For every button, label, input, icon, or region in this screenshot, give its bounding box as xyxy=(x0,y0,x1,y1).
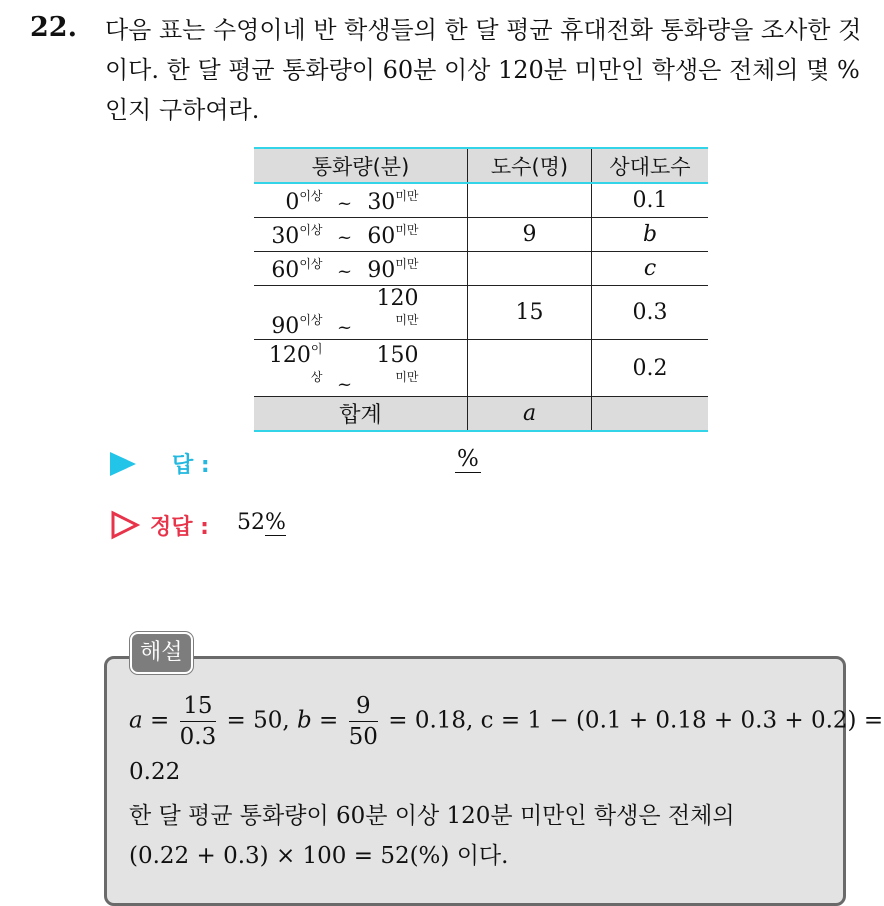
fraction-b-denominator: 50 xyxy=(348,724,378,750)
frequency-cell xyxy=(468,183,592,218)
total-frequency: a xyxy=(468,397,592,432)
frequency-table xyxy=(254,147,708,432)
explanation-tag: 해설 xyxy=(130,632,193,674)
fraction-b-numerator: 9 xyxy=(349,691,378,722)
c-expression: c = 1 − (0.1 + 0.18 + 0.3 + 0.2) = xyxy=(480,707,884,734)
table-row xyxy=(254,252,708,286)
play-triangle-icon xyxy=(110,452,136,476)
question-number: 22. xyxy=(30,12,77,43)
frequency-cell: 15 xyxy=(468,286,592,340)
question-text: 다음 표는 수영이네 반 학생들의 한 달 평균 휴대전화 통화량을 조사한 것이다. 한 달 평균 통화량이 60분 이상 120분 미만인 학생은 전체의 몇 % 인지 구하여라. xyxy=(105,16,862,124)
header-call-volume: 통화량(분) xyxy=(254,148,468,183)
explanation-line-2: 0.22 xyxy=(129,759,181,785)
answer-label: 답 : xyxy=(172,453,210,478)
call-volume-range: $60^{이상}$ ~ $90^{미만}$ xyxy=(254,252,468,286)
call-volume-range: $0^{이상}$ ~ $30^{미만}$ xyxy=(254,183,468,218)
fraction-b xyxy=(349,691,378,752)
table-row xyxy=(254,218,708,252)
header-relative-frequency: 상대도수 xyxy=(592,148,709,183)
answer-blank[interactable] xyxy=(455,446,481,473)
frequency-cell xyxy=(468,340,592,397)
relative-frequency-cell: c xyxy=(592,252,709,286)
relative-frequency-cell: 0.2 xyxy=(592,340,709,397)
a-result: = 50, xyxy=(226,707,290,734)
fraction-a-numerator: 15 xyxy=(180,691,217,722)
explanation-line-4: (0.22 + 0.3) × 100 = 52(%) 이다. xyxy=(129,843,509,869)
b-result: = 0.18, xyxy=(388,707,474,734)
fraction-a xyxy=(180,691,217,752)
answer-unit: % xyxy=(457,446,479,472)
table-row xyxy=(254,286,708,340)
relative-frequency-cell: b xyxy=(592,218,709,252)
total-row xyxy=(254,397,708,432)
correct-answer-label: 정답 : xyxy=(150,515,209,540)
explanation-line-3: 한 달 평균 통화량이 60분 이상 120분 미만인 학생은 전체의 xyxy=(129,803,735,829)
explanation-line-1: a = $\frac{15}{0.3}$ = 50, b = $\frac{9}{50}$ = 0.18, c = 1 − (0.1 + 0.18 + 0.3 + 0.2) = xyxy=(129,693,884,750)
total-relative-frequency xyxy=(592,397,709,432)
call-volume-range: $30^{이상}$ ~ $60^{미만}$ xyxy=(254,218,468,252)
var-a: a xyxy=(129,707,143,734)
correct-answer-row xyxy=(110,508,510,544)
table-header-row xyxy=(254,148,708,183)
correct-answer-value: 52% xyxy=(237,510,286,535)
relative-frequency-cell: 0.1 xyxy=(592,183,709,218)
frequency-cell xyxy=(468,252,592,286)
relative-frequency-cell: 0.3 xyxy=(592,286,709,340)
table-row xyxy=(254,340,708,397)
answer-row xyxy=(110,446,510,482)
header-frequency: 도수(명) xyxy=(468,148,592,183)
total-label: 합계 xyxy=(254,397,468,432)
outline-triangle-icon xyxy=(110,510,140,540)
correct-answer-unit: % xyxy=(265,510,286,535)
explanation-box xyxy=(104,656,884,906)
call-volume-range: $90^{이상}$ $\sim 120^{미만}$ xyxy=(254,286,468,340)
fraction-a-denominator: 0.3 xyxy=(179,724,217,750)
frequency-cell: 9 xyxy=(468,218,592,252)
call-volume-range: $120^{이상}$ $\sim 150^{미만}$ xyxy=(254,340,468,397)
var-b: b xyxy=(297,707,312,734)
table-row xyxy=(254,183,708,218)
